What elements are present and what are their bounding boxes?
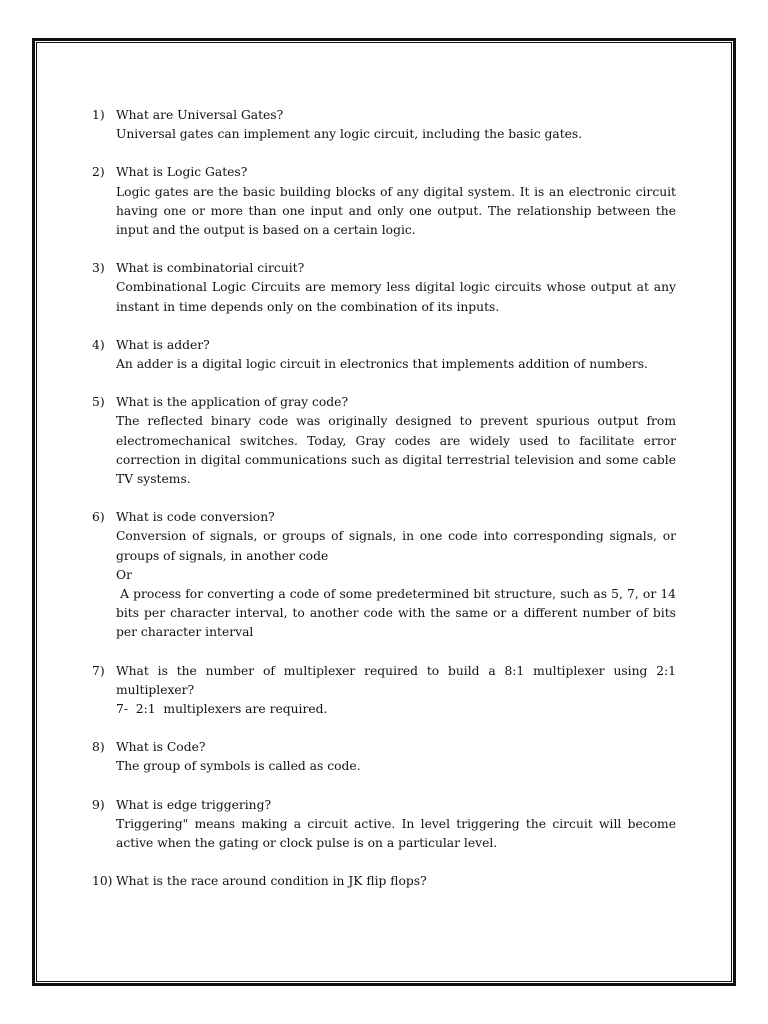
qa-item-8 xyxy=(92,738,676,776)
question-text: What is adder? xyxy=(116,337,210,352)
item-number: 3) xyxy=(92,261,105,276)
answer-text: Conversion of signals, or groups of signals, in one code into corresponding signals, or groups of signals, in another code xyxy=(116,529,676,563)
item-number: 7) xyxy=(92,663,105,678)
item-number: 8) xyxy=(92,740,105,755)
item-number: 5) xyxy=(92,395,105,410)
qa-item-6 xyxy=(92,508,680,642)
answer-text: Combinational Logic Circuits are memory less digital logic circuits whose output at any instant in time depends only on the combination of its inputs. xyxy=(116,280,676,314)
qa-item-9 xyxy=(92,796,676,854)
answer-text: Triggering" means making a circuit active. In level triggering the circuit will become active when the gating or clock pulse is on a particular level. xyxy=(116,816,676,851)
qa-item-3 xyxy=(92,259,676,317)
item-number: 2) xyxy=(92,165,105,180)
answer-text: 7- 2:1 multiplexers are required. xyxy=(116,702,328,717)
item-number: 4) xyxy=(92,337,105,352)
answer-text: The reflected binary code was originally designed to prevent spurious output from electromechanical switches. Today, Gray codes are widely used to facilitate error correction in digital communications such as digital terrestrial television and some cable TV systems. xyxy=(116,414,676,487)
question-text: What is the number of multiplexer required to build a 8:1 multiplexer using 2:1 multiplexer? xyxy=(116,663,676,697)
question-text: What is Logic Gates? xyxy=(116,165,248,180)
question-text: What is edge triggering? xyxy=(116,797,272,812)
qa-item-7 xyxy=(92,662,676,720)
question-text: What is code conversion? xyxy=(116,510,275,525)
answer-text: Logic gates are the basic building blocks of any digital system. It is an electronic circuit having one or more than one input and only one output. The relationship between the input and the output is based on a certain logic. xyxy=(116,184,676,238)
qa-item-10 xyxy=(92,872,676,891)
question-text: What is the application of gray code? xyxy=(116,395,349,410)
question-text: What is the race around condition in JK flip flops? xyxy=(116,874,427,889)
item-number: 10) xyxy=(92,874,113,889)
answer-text: The group of symbols is called as code. xyxy=(116,759,361,774)
qa-item-2 xyxy=(92,163,676,240)
answer-text-alt: A process for converting a code of some predetermined bit structure, such as 5, 7, or 14 bits per character interval, to another code with the same or a different number of bits per character interval xyxy=(116,587,680,640)
answer-text: Universal gates can implement any logic circuit, including the basic gates. xyxy=(116,127,583,142)
qa-item-5 xyxy=(92,393,676,489)
qa-item-1 xyxy=(92,106,676,144)
question-text: What is combinatorial circuit? xyxy=(116,261,305,276)
item-number: 9) xyxy=(92,797,105,812)
item-number: 6) xyxy=(92,510,105,525)
answer-text: An adder is a digital logic circuit in electronics that implements addition of numbers. xyxy=(116,357,648,372)
qa-item-4 xyxy=(92,336,676,374)
question-text: What are Universal Gates? xyxy=(116,108,284,122)
item-number: 1) xyxy=(92,108,105,122)
question-text: What is Code? xyxy=(116,740,206,755)
answer-or-text: Or xyxy=(116,567,132,582)
qa-list xyxy=(92,106,680,911)
